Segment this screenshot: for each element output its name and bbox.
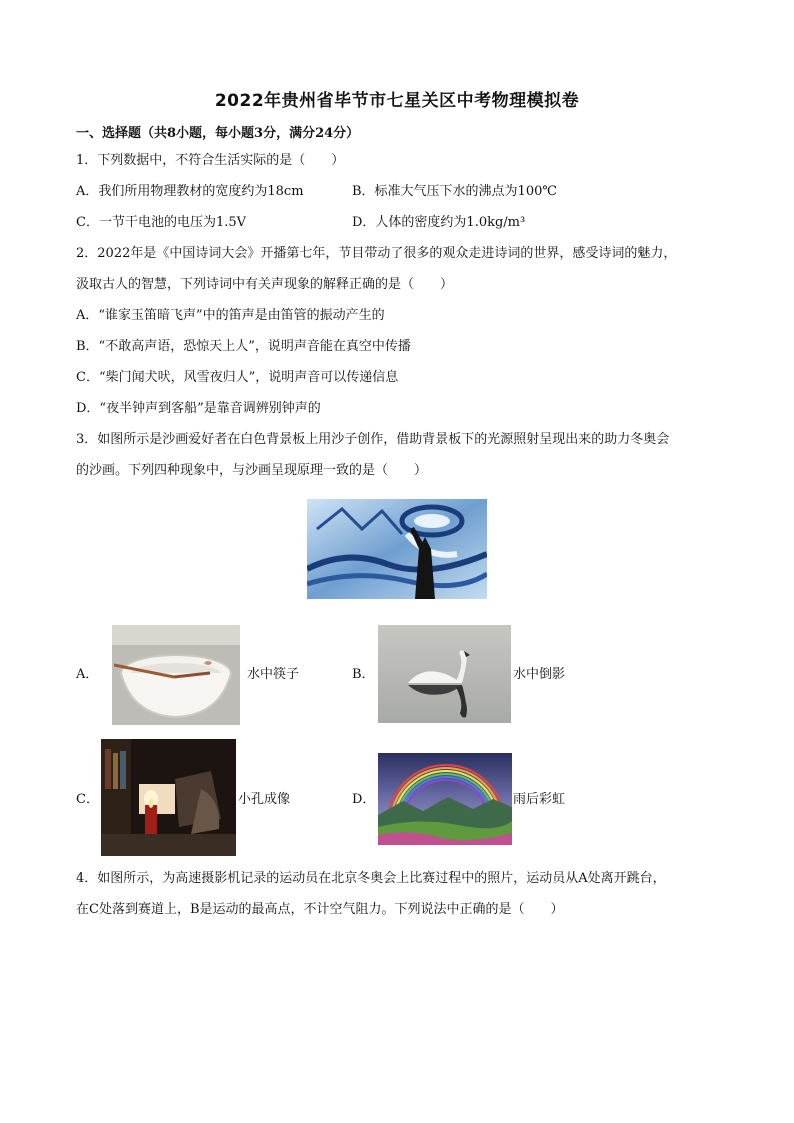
pinhole-imaging-image: [101, 739, 236, 856]
q3-stem-line2: 的沙画。下列四种现象中，与沙画呈现原理一致的是（ ）: [76, 463, 428, 478]
q2-option-d: D．“夜半钟声到客船”是靠音调辨别钟声的: [76, 401, 321, 416]
q1-option-d: D．人体的密度约为1.0kg/m³: [352, 215, 526, 230]
q1-option-a: A．我们所用物理教材的宽度约为18cm: [76, 184, 304, 199]
q3-option-b-caption: 水中倒影: [513, 667, 566, 682]
q2-option-b: B．“不敢高声语，恐惊天上人”，说明声音能在真空中传播: [76, 339, 411, 354]
sand-painting-image: [307, 499, 487, 599]
q3-stem-line1: 3．如图所示是沙画爱好者在白色背景板上用沙子创作，借助背景板下的光源照射呈现出来的助力冬奥会: [76, 432, 670, 447]
q3-option-c-label: C．: [76, 792, 99, 807]
q2-stem-line1: 2．2022年是《中国诗词大会》开播第七年，节目带动了很多的观众走进诗词的世界，感受诗词的魅力，: [76, 246, 677, 261]
q3-option-d-label: D．: [352, 792, 376, 807]
q2-stem-line2: 汲取古人的智慧，下列诗词中有关声现象的解释正确的是（ ）: [76, 277, 454, 292]
q3-option-b-label: B．: [352, 667, 375, 682]
q2-option-c: C．“柴门闻犬吠，风雪夜归人”，说明声音可以传递信息: [76, 370, 399, 385]
section-heading: 一、选择题（共8小题，每小题3分，满分24分）: [76, 126, 360, 141]
q2-option-a: A．“谁家玉笛暗飞声”中的笛声是由笛管的振动产生的: [76, 308, 385, 323]
swan-reflection-image: [378, 625, 511, 723]
q1-option-b: B．标准大气压下水的沸点为100℃: [352, 184, 557, 199]
q1-option-c: C．一节干电池的电压为1.5V: [76, 215, 247, 230]
q3-option-d-caption: 雨后彩虹: [513, 792, 566, 807]
exam-title: 2022年贵州省毕节市七星关区中考物理模拟卷: [214, 91, 580, 111]
q3-option-a-label: A．: [76, 667, 99, 682]
q3-option-c-caption: 小孔成像: [238, 792, 291, 807]
q4-stem-line1: 4．如图所示，为高速摄影机记录的运动员在北京冬奥会上比赛过程中的照片，运动员从A处离开跳台，: [76, 871, 666, 886]
rainbow-image: [378, 753, 512, 845]
q3-option-a-caption: 水中筷子: [247, 667, 300, 682]
q1-stem: 1．下列数据中，不符合生活实际的是（ ）: [76, 153, 345, 168]
chopsticks-in-water-image: [112, 625, 240, 725]
q4-stem-line2: 在C处落到赛道上，B是运动的最高点，不计空气阻力。下列说法中正确的是（ ）: [76, 902, 564, 917]
